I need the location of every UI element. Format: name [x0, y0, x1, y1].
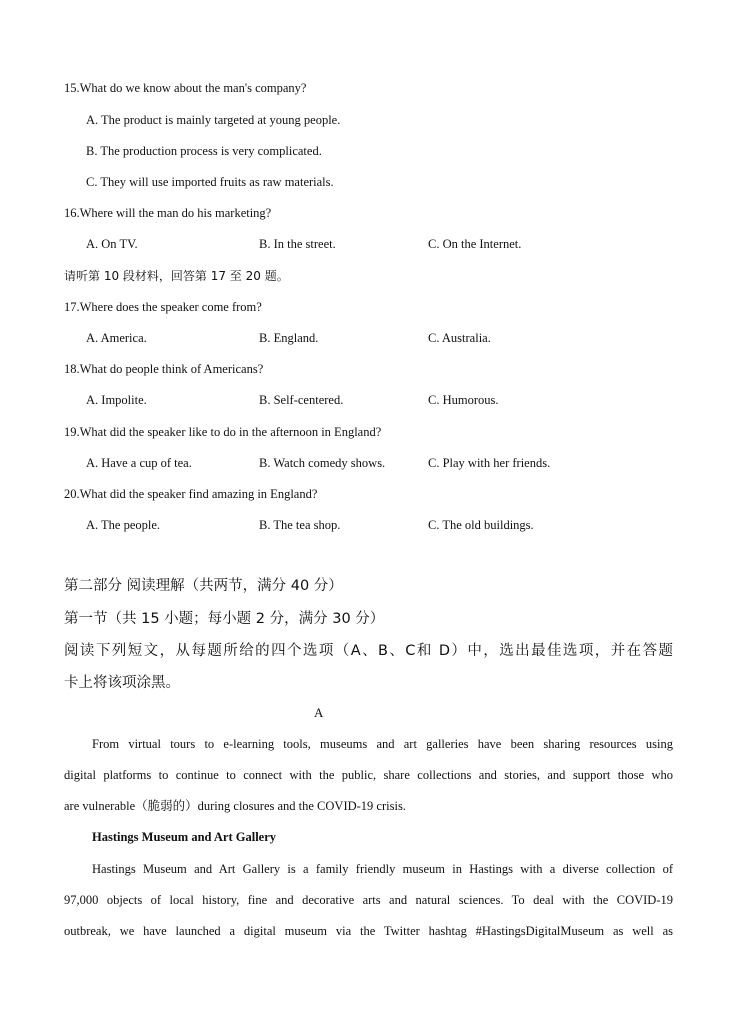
question-19-stem: 19.What did the speaker like to do in the afternoon in England?: [64, 425, 382, 439]
question-18-option-a: A. Impolite.: [86, 393, 147, 407]
question-20-stem: 20.What did the speaker find amazing in England?: [64, 487, 318, 501]
listening-instruction: 请听第 10 段材料，回答第 17 至 20 题。: [64, 269, 289, 283]
passage-p2-line-1: Hastings Museum and Art Gallery is a family friendly museum in Hastings with a diverse collection of: [92, 862, 673, 876]
question-19-option-c: C. Play with her friends.: [428, 456, 551, 470]
question-16-stem: 16.Where will the man do his marketing?: [64, 206, 272, 220]
question-19-option-a: A. Have a cup of tea.: [86, 456, 192, 470]
question-20-option-c: C. The old buildings.: [428, 518, 534, 532]
question-17-option-b: B. England.: [259, 331, 319, 345]
passage-p2-line-2: 97,000 objects of local history, fine and decorative arts and natural sciences. To deal with the COVID-19: [64, 893, 673, 907]
question-20-option-a: A. The people.: [86, 518, 161, 532]
question-18-option-c: C. Humorous.: [428, 393, 499, 407]
passage-heading: Hastings Museum and Art Gallery: [92, 830, 277, 844]
passage-letter: A: [314, 705, 324, 720]
question-20-option-b: B. The tea shop.: [259, 518, 341, 532]
reading-instruction-line-2: 卡上将该项涂黑。: [64, 675, 180, 691]
question-16-option-c: C. On the Internet.: [428, 237, 522, 251]
question-17-option-c: C. Australia.: [428, 331, 491, 345]
passage-p1-line-3: are vulnerable（脆弱的）during closures and the COVID-19 crisis.: [64, 799, 406, 813]
question-15-option-c: C. They will use imported fruits as raw materials.: [86, 175, 334, 189]
question-16-option-b: B. In the street.: [259, 237, 336, 251]
question-18-stem: 18.What do people think of Americans?: [64, 362, 264, 376]
reading-instruction-line-1: 阅读下列短文，从每题所给的四个选项（A、B、C和 D）中，选出最佳选项，并在答题: [64, 643, 673, 659]
question-15-option-a: A. The product is mainly targeted at young people.: [86, 113, 341, 127]
question-18-option-b: B. Self-centered.: [259, 393, 344, 407]
passage-p1-line-2: digital platforms to continue to connect with the public, share collections and stories, and support those who: [64, 768, 673, 782]
question-17-option-a: A. America.: [86, 331, 147, 345]
section-one-title: 第一节（共 15 小题；每小题 2 分，满分 30 分）: [64, 611, 385, 627]
question-17-stem: 17.Where does the speaker come from?: [64, 300, 262, 314]
question-15-stem: 15.What do we know about the man's company?: [64, 81, 307, 95]
passage-p1-line-1: From virtual tours to e-learning tools, museums and art galleries have been sharing resources using: [92, 737, 673, 751]
passage-p2-line-3: outbreak, we have launched a digital museum via the Twitter hashtag #HastingsDigitalMuseum as well as: [64, 924, 673, 938]
part-two-title: 第二部分 阅读理解（共两节，满分 40 分）: [64, 578, 343, 594]
question-19-option-b: B. Watch comedy shows.: [259, 456, 386, 470]
question-16-option-a: A. On TV.: [86, 237, 138, 251]
question-15-option-b: B. The production process is very complicated.: [86, 144, 322, 158]
